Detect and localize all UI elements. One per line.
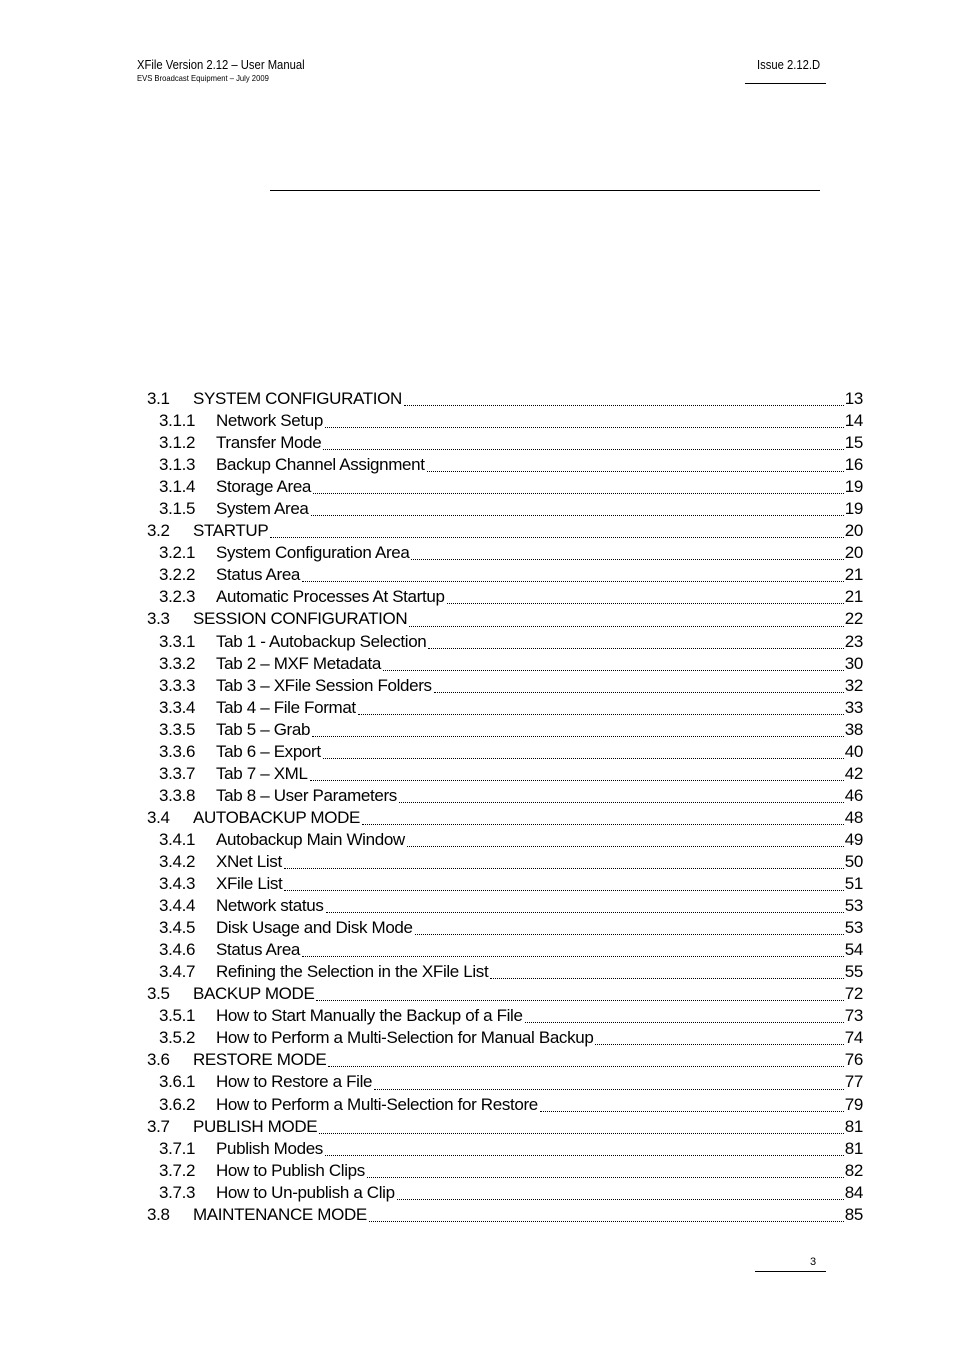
toc-entry-page: 50	[844, 851, 863, 871]
toc-entry-title: Disk Usage and Disk Mode	[216, 918, 413, 938]
toc-dot-leader	[447, 590, 844, 604]
toc-entry-number: 3.3	[147, 609, 170, 629]
toc-entry-number: 3.7	[147, 1116, 170, 1136]
toc-entry[interactable]	[147, 851, 863, 873]
page-number: 3	[810, 1256, 817, 1268]
toc-entry-title: Tab 3 – XFile Session Folders	[216, 675, 432, 695]
toc-dot-leader	[525, 1009, 844, 1023]
toc-dot-leader	[397, 1186, 844, 1200]
toc-dot-leader	[311, 502, 844, 516]
toc-entry-title: STARTUP	[193, 521, 269, 541]
toc-entry-title: How to Perform a Multi-Selection for Restore	[216, 1094, 538, 1114]
toc-entry-page: 16	[844, 455, 863, 475]
toc-dot-leader	[328, 1053, 843, 1067]
toc-entry-page: 20	[844, 521, 863, 541]
toc-entry-number: 3.6	[147, 1050, 170, 1070]
toc-entry-number: 3.7.3	[159, 1182, 196, 1202]
toc-dot-leader	[409, 613, 843, 627]
footer-rule	[755, 1271, 826, 1272]
toc-entry-number: 3.4.4	[159, 896, 196, 916]
toc-entry[interactable]	[147, 653, 863, 675]
toc-entry-title: Storage Area	[216, 477, 312, 497]
toc-entry-title: XFile List	[216, 874, 283, 894]
toc-entry-title: Tab 7 – XML	[216, 763, 308, 783]
toc-entry-number: 3.3.2	[159, 653, 196, 673]
toc-dot-leader	[404, 392, 844, 406]
toc-entry-number: 3.3.1	[159, 631, 196, 651]
toc-entry-page: 30	[844, 653, 863, 673]
document-subtitle: EVS Broadcast Equipment – July 2009	[137, 73, 269, 83]
toc-entry[interactable]	[147, 1049, 863, 1071]
toc-entry-page: 53	[844, 896, 863, 916]
toc-entry-number: 3.4.2	[159, 851, 196, 871]
toc-entry-title: Refining the Selection in the XFile List	[216, 962, 489, 982]
toc-dot-leader	[325, 1142, 844, 1156]
toc-dot-leader	[595, 1031, 843, 1045]
toc-entry-page: 13	[844, 389, 863, 408]
toc-entry-number: 3.4.7	[159, 962, 196, 982]
toc-entry-title: System Configuration Area	[216, 543, 410, 563]
toc-dot-leader	[323, 436, 843, 450]
toc-entry-title: How to Perform a Multi-Selection for Manual Backup	[216, 1028, 594, 1048]
toc-entry-page: 15	[844, 433, 863, 453]
toc-entry-title: SESSION CONFIGURATION	[193, 609, 408, 629]
toc-entry[interactable]	[147, 917, 863, 939]
toc-entry-title: Tab 8 – User Parameters	[216, 785, 397, 805]
toc-entry-number: 3.1.4	[159, 477, 196, 497]
toc-entry[interactable]	[147, 1094, 863, 1116]
toc-entry-number: 3.2	[147, 521, 170, 541]
toc-entry-page: 81	[844, 1138, 863, 1158]
toc-entry[interactable]	[147, 498, 863, 520]
toc-entry-page: 14	[844, 411, 863, 431]
toc-entry-page: 85	[844, 1204, 863, 1224]
toc-entry-number: 3.3.5	[159, 719, 196, 739]
toc-entry[interactable]	[147, 1071, 863, 1093]
toc-entry-number: 3.6.2	[159, 1094, 196, 1114]
toc-entry-number: 3.3.6	[159, 741, 196, 761]
toc-dot-leader	[325, 414, 844, 428]
toc-entry-page: 22	[844, 609, 863, 629]
toc-entry-title: MAINTENANCE MODE	[193, 1204, 367, 1224]
issue-label: Issue 2.12.D	[756, 58, 820, 72]
toc-dot-leader	[427, 458, 844, 472]
toc-entry-title: Tab 1 - Autobackup Selection	[216, 631, 427, 651]
toc-entry-number: 3.3.7	[159, 763, 196, 783]
title-rule	[270, 190, 820, 191]
toc-entry[interactable]	[147, 763, 863, 785]
toc-entry-number: 3.4.6	[159, 940, 196, 960]
toc-entry-page: 21	[844, 587, 863, 607]
toc-entry-title: Transfer Mode	[216, 433, 322, 453]
toc-entry[interactable]	[147, 1160, 863, 1182]
toc-entry[interactable]	[147, 410, 863, 432]
toc-entry[interactable]	[147, 741, 863, 763]
toc-entry-number: 3.1.3	[159, 455, 196, 475]
toc-entry[interactable]	[147, 432, 863, 454]
toc-entry-title: Tab 4 – File Format	[216, 697, 356, 717]
toc-entry-title: Autobackup Main Window	[216, 829, 405, 849]
toc-dot-leader	[323, 745, 844, 759]
toc-entry-page: 49	[844, 829, 863, 849]
toc-entry[interactable]	[147, 1204, 863, 1226]
toc-dot-leader	[358, 701, 844, 715]
toc-entry[interactable]	[147, 564, 863, 586]
toc-entry-page: 42	[844, 763, 863, 783]
toc-entry[interactable]	[147, 807, 863, 829]
toc-dot-leader	[399, 789, 844, 803]
toc-entry-number: 3.1	[147, 389, 170, 408]
toc-entry-page: 38	[844, 719, 863, 739]
toc-dot-leader	[312, 723, 844, 737]
toc-entry-title: BACKUP MODE	[193, 984, 315, 1004]
toc-entry-number: 3.7.1	[159, 1138, 196, 1158]
toc-entry[interactable]	[147, 939, 863, 961]
toc-entry-title: How to Start Manually the Backup of a File	[216, 1006, 523, 1026]
toc-entry[interactable]	[147, 454, 863, 476]
toc-entry-page: 82	[844, 1160, 863, 1180]
toc-entry-title: Tab 2 – MXF Metadata	[216, 653, 381, 673]
toc-dot-leader	[284, 877, 843, 891]
toc-entry[interactable]	[147, 1027, 863, 1049]
toc-entry-number: 3.1.1	[159, 411, 196, 431]
toc-entry-number: 3.4	[147, 807, 170, 827]
toc-entry[interactable]	[147, 983, 863, 1005]
toc-entry[interactable]	[147, 520, 863, 542]
toc-dot-leader	[407, 833, 844, 847]
toc-entry-page: 76	[844, 1050, 863, 1070]
toc-entry[interactable]	[147, 895, 863, 917]
toc-entry-number: 3.3.8	[159, 785, 196, 805]
toc-entry-number: 3.4.3	[159, 874, 196, 894]
toc-entry-page: 20	[844, 543, 863, 563]
toc-entry[interactable]	[147, 586, 863, 608]
toc-entry-number: 3.5.1	[159, 1006, 196, 1026]
toc-entry[interactable]	[147, 1138, 863, 1160]
toc-entry-page: 72	[844, 984, 863, 1004]
toc-entry-number: 3.2.1	[159, 543, 196, 563]
toc-dot-leader	[374, 1076, 844, 1090]
toc-entry-page: 55	[844, 962, 863, 982]
toc-entry-page: 21	[844, 565, 863, 585]
toc-entry[interactable]	[147, 388, 863, 410]
toc-entry-number: 3.3.3	[159, 675, 196, 695]
toc-entry-number: 3.2.2	[159, 565, 196, 585]
toc-entry-title: Automatic Processes At Startup	[216, 587, 445, 607]
toc-entry-title: How to Restore a File	[216, 1072, 373, 1092]
toc-entry-title: RESTORE MODE	[193, 1050, 327, 1070]
toc-entry-title: Network Setup	[216, 411, 323, 431]
toc-entry-number: 3.5.2	[159, 1028, 196, 1048]
toc-entry-title: XNet List	[216, 851, 282, 871]
toc-entry[interactable]	[147, 719, 863, 741]
toc-entry-number: 3.8	[147, 1204, 170, 1224]
toc-entry[interactable]	[147, 675, 863, 697]
toc-dot-leader	[362, 811, 844, 825]
toc-entry-page: 33	[844, 697, 863, 717]
toc-entry[interactable]	[147, 542, 863, 564]
toc-entry-page: 54	[844, 940, 863, 960]
toc-entry[interactable]	[147, 1182, 863, 1204]
toc-entry[interactable]	[147, 785, 863, 807]
toc-entry[interactable]	[147, 873, 863, 895]
toc-entry-title: Publish Modes	[216, 1138, 323, 1158]
toc-entry-title: Status Area	[216, 940, 301, 960]
toc-entry-page: 46	[844, 785, 863, 805]
document-title: XFile Version 2.12 – User Manual	[137, 58, 305, 72]
toc-entry-page: 79	[844, 1094, 863, 1114]
toc-entry-page: 73	[844, 1006, 863, 1026]
toc-entry-title: Backup Channel Assignment	[216, 455, 425, 475]
toc-dot-leader	[270, 524, 843, 538]
toc-entry-page: 51	[844, 874, 863, 894]
toc-entry-title: Status Area	[216, 565, 301, 585]
toc-entry-title: PUBLISH MODE	[193, 1116, 318, 1136]
toc-dot-leader	[316, 987, 843, 1001]
toc-dot-leader	[367, 1164, 844, 1178]
toc-dot-leader	[383, 657, 844, 671]
toc-dot-leader	[284, 855, 844, 869]
toc-entry[interactable]	[147, 961, 863, 983]
toc-entry-page: 53	[844, 918, 863, 938]
toc-entry-page: 84	[844, 1182, 863, 1202]
toc-entry-page: 19	[844, 477, 863, 497]
toc-entry-title: Network status	[216, 896, 324, 916]
page-header	[137, 58, 323, 84]
toc-entry-number: 3.1.5	[159, 499, 196, 519]
toc-entry-number: 3.1.2	[159, 433, 196, 453]
table-of-contents	[147, 388, 863, 1226]
toc-entry-title: Tab 5 – Grab	[216, 719, 311, 739]
toc-entry-title: Tab 6 – Export	[216, 741, 321, 761]
toc-entry-title: How to Publish Clips	[216, 1160, 365, 1180]
toc-dot-leader	[415, 921, 844, 935]
toc-entry-number: 3.6.1	[159, 1072, 196, 1092]
toc-entry[interactable]	[147, 829, 863, 851]
toc-dot-leader	[326, 899, 844, 913]
toc-dot-leader	[313, 480, 844, 494]
toc-entry-number: 3.4.1	[159, 829, 196, 849]
toc-entry-page: 74	[844, 1028, 863, 1048]
toc-entry-number: 3.5	[147, 984, 170, 1004]
toc-dot-leader	[540, 1098, 844, 1112]
toc-entry-page: 19	[844, 499, 863, 519]
toc-dot-leader	[319, 1120, 844, 1134]
toc-entry-page: 32	[844, 675, 863, 695]
toc-dot-leader	[411, 546, 843, 560]
toc-entry[interactable]	[147, 697, 863, 719]
toc-entry[interactable]	[147, 608, 863, 630]
toc-dot-leader	[310, 767, 844, 781]
toc-entry-number: 3.7.2	[159, 1160, 196, 1180]
toc-entry[interactable]	[147, 1116, 863, 1138]
toc-dot-leader	[302, 943, 844, 957]
toc-entry[interactable]	[147, 1005, 863, 1027]
toc-dot-leader	[428, 635, 843, 649]
toc-entry-title: AUTOBACKUP MODE	[193, 807, 360, 827]
toc-entry[interactable]	[147, 476, 863, 498]
toc-entry-title: How to Un-publish a Clip	[216, 1182, 395, 1202]
toc-dot-leader	[434, 679, 844, 693]
header-rule	[745, 83, 826, 84]
toc-entry-number: 3.2.3	[159, 587, 196, 607]
toc-entry-number: 3.4.5	[159, 918, 196, 938]
toc-dot-leader	[302, 568, 844, 582]
toc-entry-title: SYSTEM CONFIGURATION	[193, 389, 402, 408]
toc-entry-page: 48	[844, 807, 863, 827]
toc-dot-leader	[369, 1208, 844, 1222]
toc-entry-page: 40	[844, 741, 863, 761]
toc-entry-title: System Area	[216, 499, 309, 519]
toc-dot-leader	[490, 965, 843, 979]
toc-entry-page: 23	[844, 631, 863, 651]
toc-entry-page: 81	[844, 1116, 863, 1136]
toc-entry[interactable]	[147, 631, 863, 653]
toc-entry-page: 77	[844, 1072, 863, 1092]
toc-entry-number: 3.3.4	[159, 697, 196, 717]
